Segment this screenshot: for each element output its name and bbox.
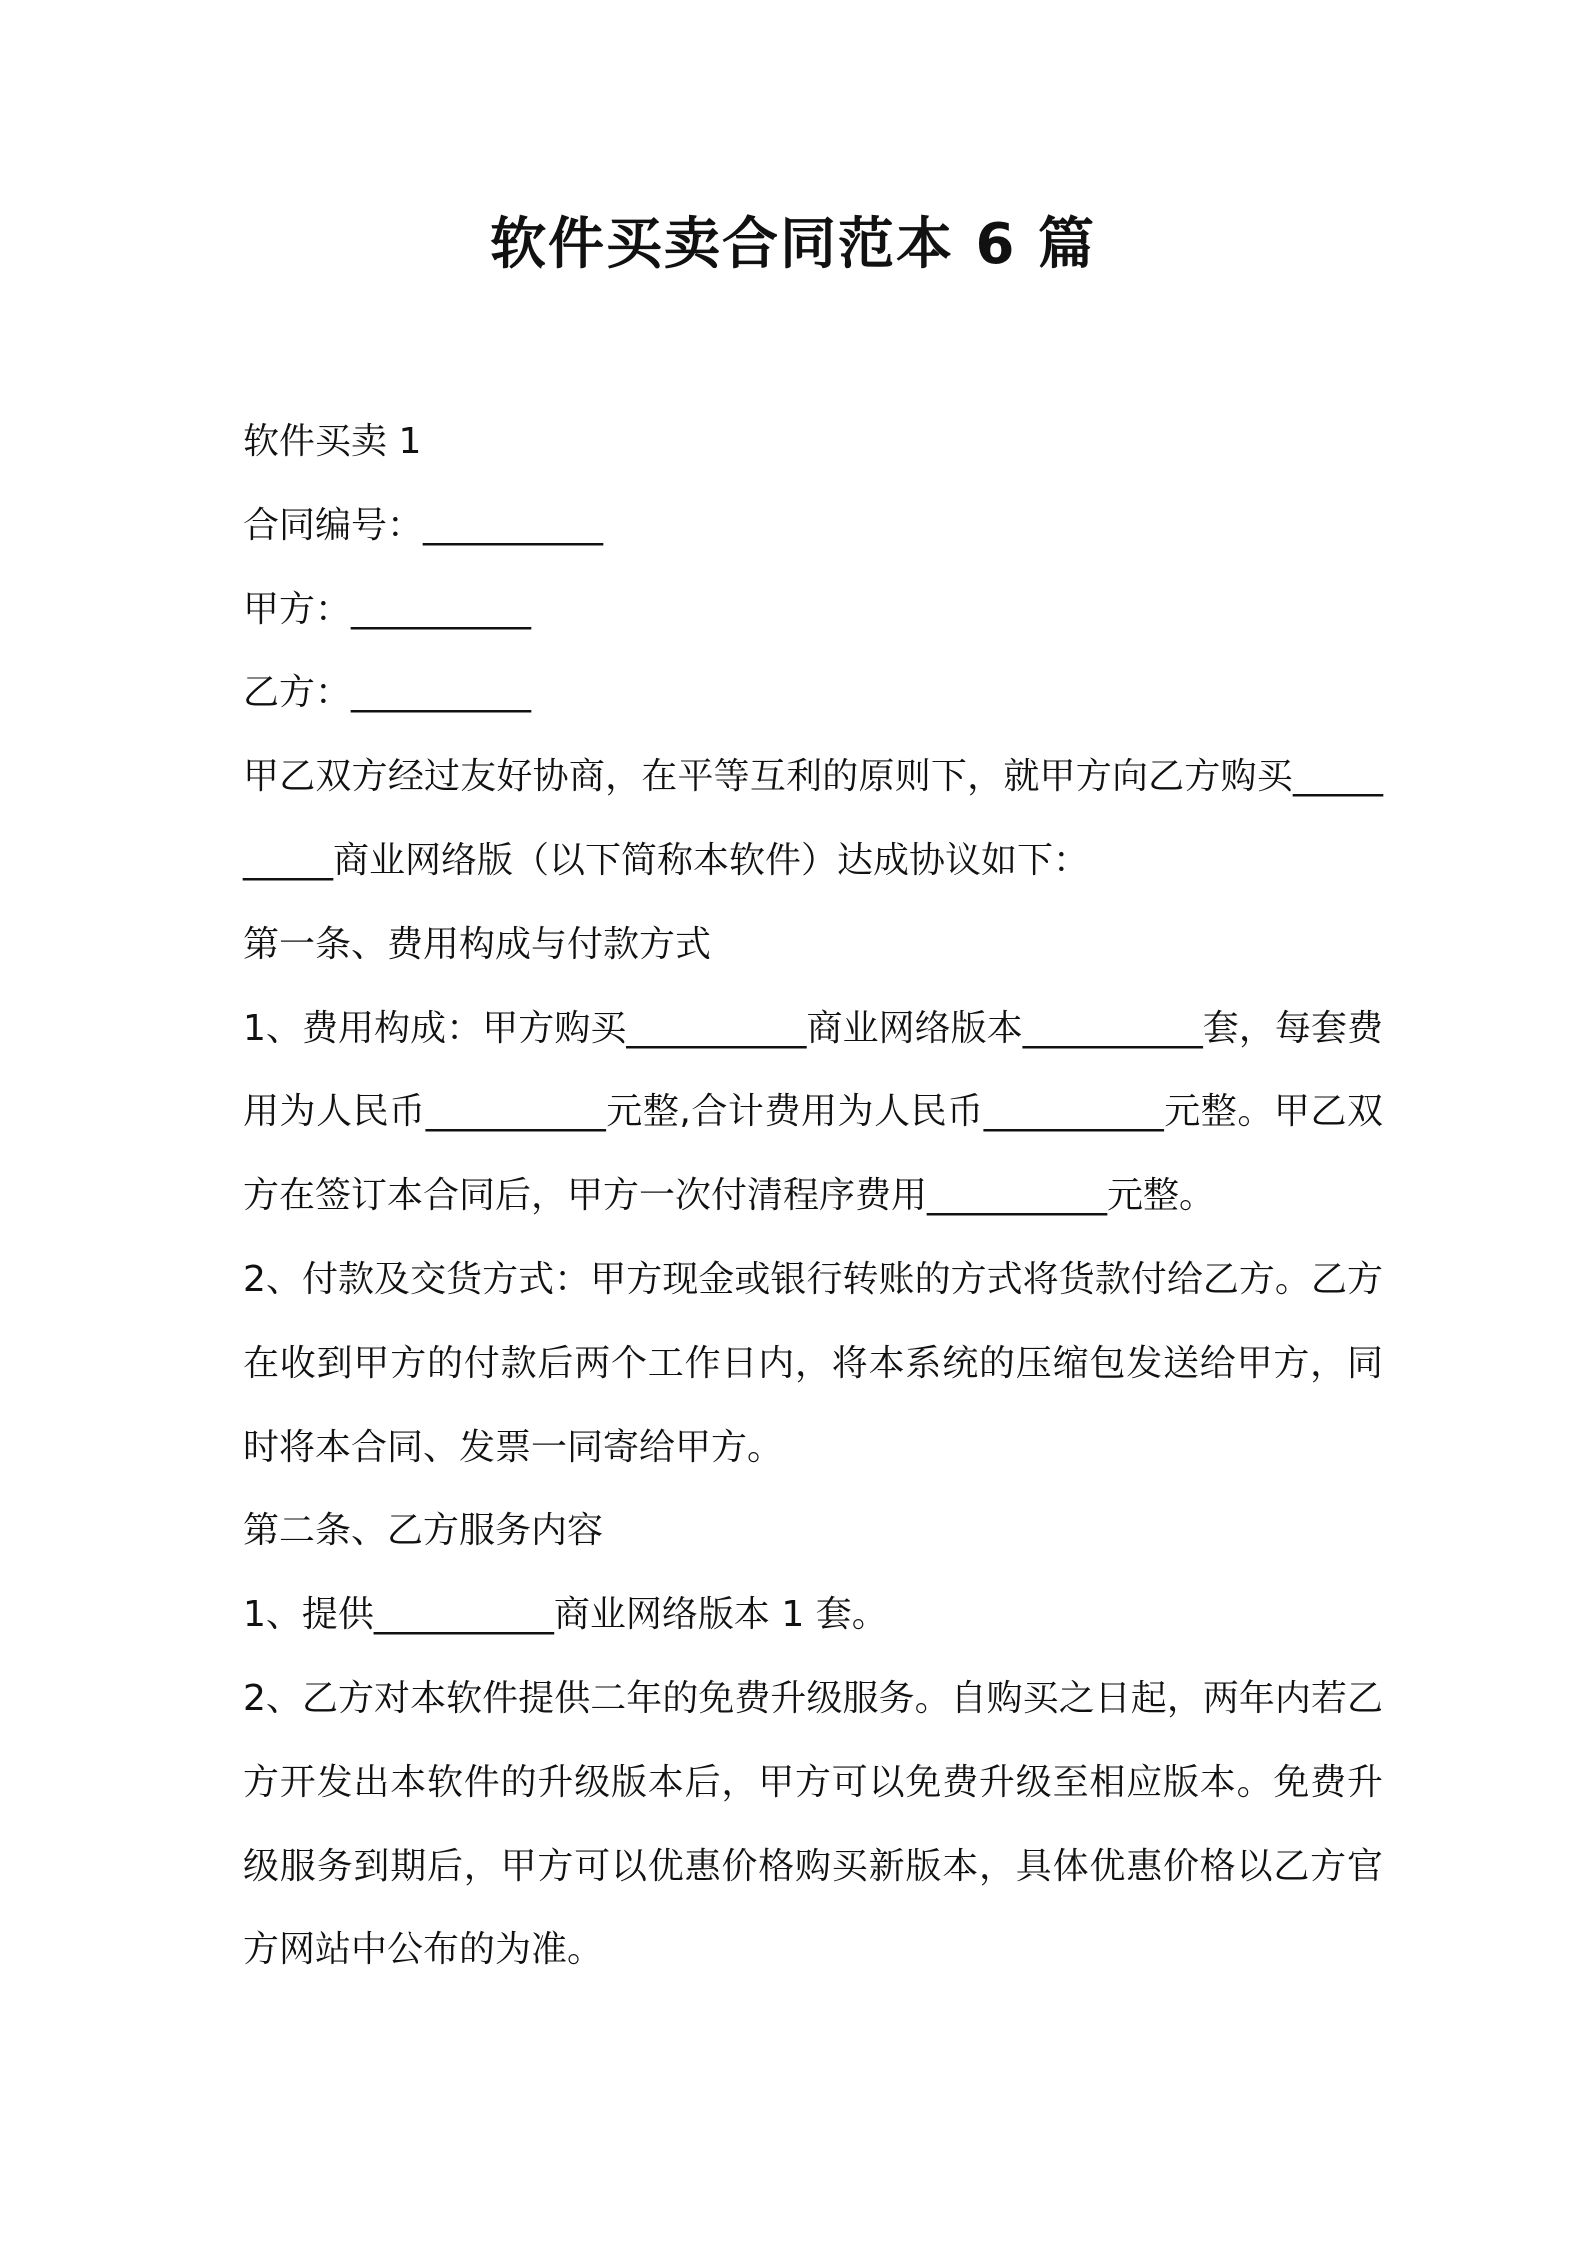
payment-delivery-paragraph: 2、付款及交货方式：甲方现金或银行转账的方式将货款付给乙方。乙方在收到甲方的付款后两个工作日内，将本系统的压缩包发送给甲方，同时将本合同、发票一同寄给甲方。: [243, 1258, 1383, 1468]
party-a-field: 甲方：__________: [243, 588, 532, 630]
contract-number-field: 合同编号：__________: [243, 504, 604, 546]
article-one-heading: 第一条、费用构成与付款方式: [243, 923, 712, 965]
service-item-one: 1、提供__________商业网络版本 1 套。: [243, 1594, 888, 1636]
service-item-two: 2、乙方对本软件提供二年的免费升级服务。自购买之日起，两年内若乙方开发出本软件的升级版本后，甲方可以免费升级至相应版本。免费升级服务到期后，甲方可以优惠价格购买新版本，具体优惠价格以乙方官方网站中公布的为准。: [243, 1677, 1383, 1971]
fee-structure-paragraph: 1、费用构成：甲方购买__________商业网络版本__________套，每套费用为人民币__________元整,合计费用为人民币__________元整。甲乙双方在签订本合同后，甲方一次付清程序费用__________元整。: [243, 1007, 1383, 1217]
preamble-paragraph: 甲乙双方经过友好协商，在平等互利的原则下，就甲方向乙方购买__________商业网络版（以下简称本软件）达成协议如下：: [243, 756, 1383, 881]
party-b-field: 乙方：__________: [243, 672, 532, 714]
article-two-heading: 第二条、乙方服务内容: [243, 1510, 604, 1552]
section-heading: 软件买卖 1: [243, 421, 422, 462]
document-body: [243, 400, 1383, 1992]
document-title: 软件买卖合同范本 6 篇: [490, 212, 1096, 277]
